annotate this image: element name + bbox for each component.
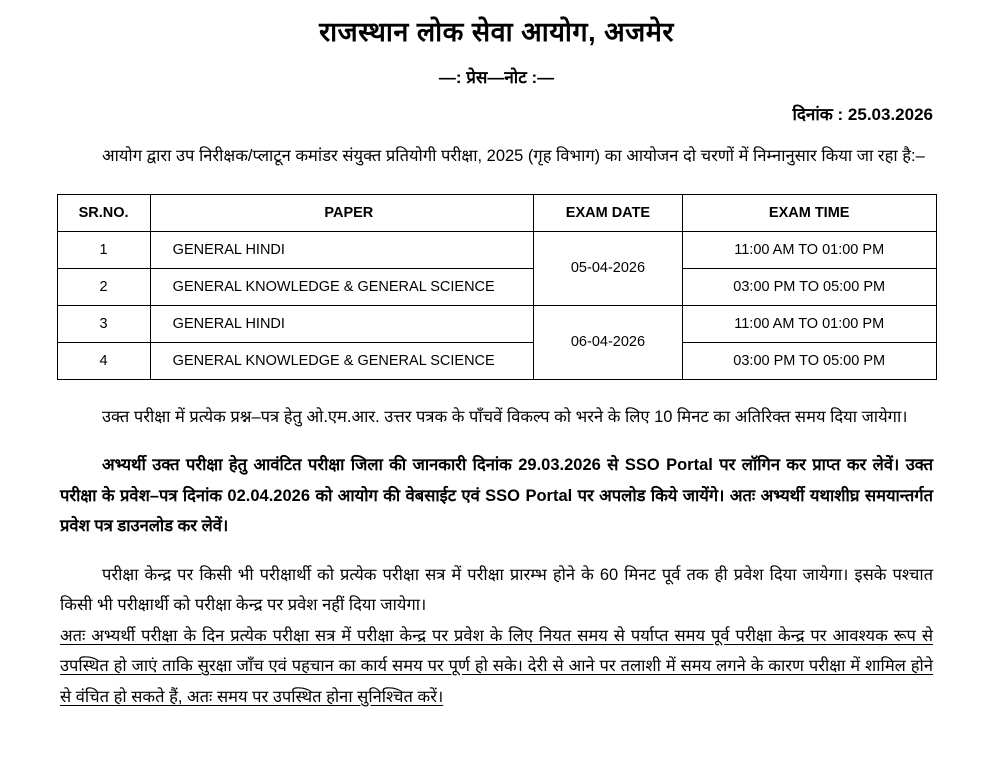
table-row [57, 268, 936, 305]
cell-paper: GENERAL HINDI [150, 231, 533, 268]
cell-srno: 2 [57, 268, 150, 305]
paragraph-entry-rules: परीक्षा केन्द्र पर किसी भी परीक्षार्थी को प्रत्येक परीक्षा सत्र में परीक्षा प्रारम्भ होने के 60 मिनट पूर्व तक ही प्रवेश दिया जायेगा। इसके पश्चात किसी भी परीक्षार्थी को परीक्षा केन्द्र पर प्रवेश नहीं दिया जायेगा। [60, 565, 933, 615]
cell-exam-time: 03:00 PM TO 05:00 PM [682, 268, 936, 305]
paragraph-admit-card: अभ्यर्थी उक्त परीक्षा हेतु आवंटित परीक्षा जिला की जानकारी दिनांक 29.03.2026 से SSO Portal पर लॉगिन कर प्राप्त कर लेवें। उक्त परीक्षा के प्रवेश–पत्र दिनांक 02.04.2026 को आयोग की वेबसाईट एवं SSO Portal पर अपलोड किये जायेंगे। अतः अभ्यर्थी यथाशीघ्र समयान्तर्गत प्रवेश पत्र डाउनलोड कर लेवें। [60, 456, 933, 536]
column-header-exam-time: EXAM TIME [682, 194, 936, 231]
page-title: राजस्थान लोक सेवा आयोग, अजमेर [319, 17, 674, 47]
document-subtitle: —: प्रेस—नोट :— [438, 68, 555, 87]
cell-paper: GENERAL KNOWLEDGE & GENERAL SCIENCE [150, 268, 533, 305]
table-row [57, 231, 936, 268]
intro-paragraph: आयोग द्वारा उप निरीक्षक/प्लाटून कमांडर संयुक्त प्रतियोगी परीक्षा, 2025 (गृह विभाग) का आयोजन दो चरणों में निम्नानुसार किया जा रहा है:– [102, 147, 925, 165]
column-header-paper: PAPER [150, 194, 533, 231]
exam-schedule-table [57, 194, 937, 380]
document-date: दिनांक : 25.03.2026 [792, 105, 933, 124]
document-page [0, 12, 993, 764]
cell-paper: GENERAL KNOWLEDGE & GENERAL SCIENCE [150, 342, 533, 379]
cell-exam-date: 06-04-2026 [534, 305, 683, 379]
table-header-row [57, 194, 936, 231]
cell-srno: 3 [57, 305, 150, 342]
cell-srno: 4 [57, 342, 150, 379]
cell-exam-date: 05-04-2026 [534, 231, 683, 305]
cell-exam-time: 11:00 AM TO 01:00 PM [682, 231, 936, 268]
column-header-srno: SR.NO. [57, 194, 150, 231]
paragraph-omr-extra-time: उक्त परीक्षा में प्रत्येक प्रश्न–पत्र हेतु ओ.एम.आर. उत्तर पत्रक के पाँचवें विकल्प को भरने के लिए 10 मिनट का अतिरिक्त समय दिया जायेगा। [102, 407, 908, 426]
cell-paper: GENERAL HINDI [150, 305, 533, 342]
paragraph-entry-rules-underlined: अतः अभ्यर्थी परीक्षा के दिन प्रत्येक परीक्षा सत्र में परीक्षा केन्द्र पर प्रवेश के लिए नियत समय से पर्याप्त समय पूर्व परीक्षा केन्द्र पर आवश्यक रूप से उपस्थित हो जाएं ताकि सुरक्षा जाँच एवं पहचान का कार्य समय पर पूर्ण हो सके। देरी से आने पर तलाशी में समय लगने के कारण परीक्षा में शामिल होने से वंचित हो सकते हैं, अतः समय पर उपस्थित होना सुनिश्चित करें। [60, 626, 933, 706]
cell-srno: 1 [57, 231, 150, 268]
cell-exam-time: 03:00 PM TO 05:00 PM [682, 342, 936, 379]
column-header-exam-date: EXAM DATE [534, 194, 683, 231]
table-row [57, 342, 936, 379]
table-row [57, 305, 936, 342]
cell-exam-time: 11:00 AM TO 01:00 PM [682, 305, 936, 342]
